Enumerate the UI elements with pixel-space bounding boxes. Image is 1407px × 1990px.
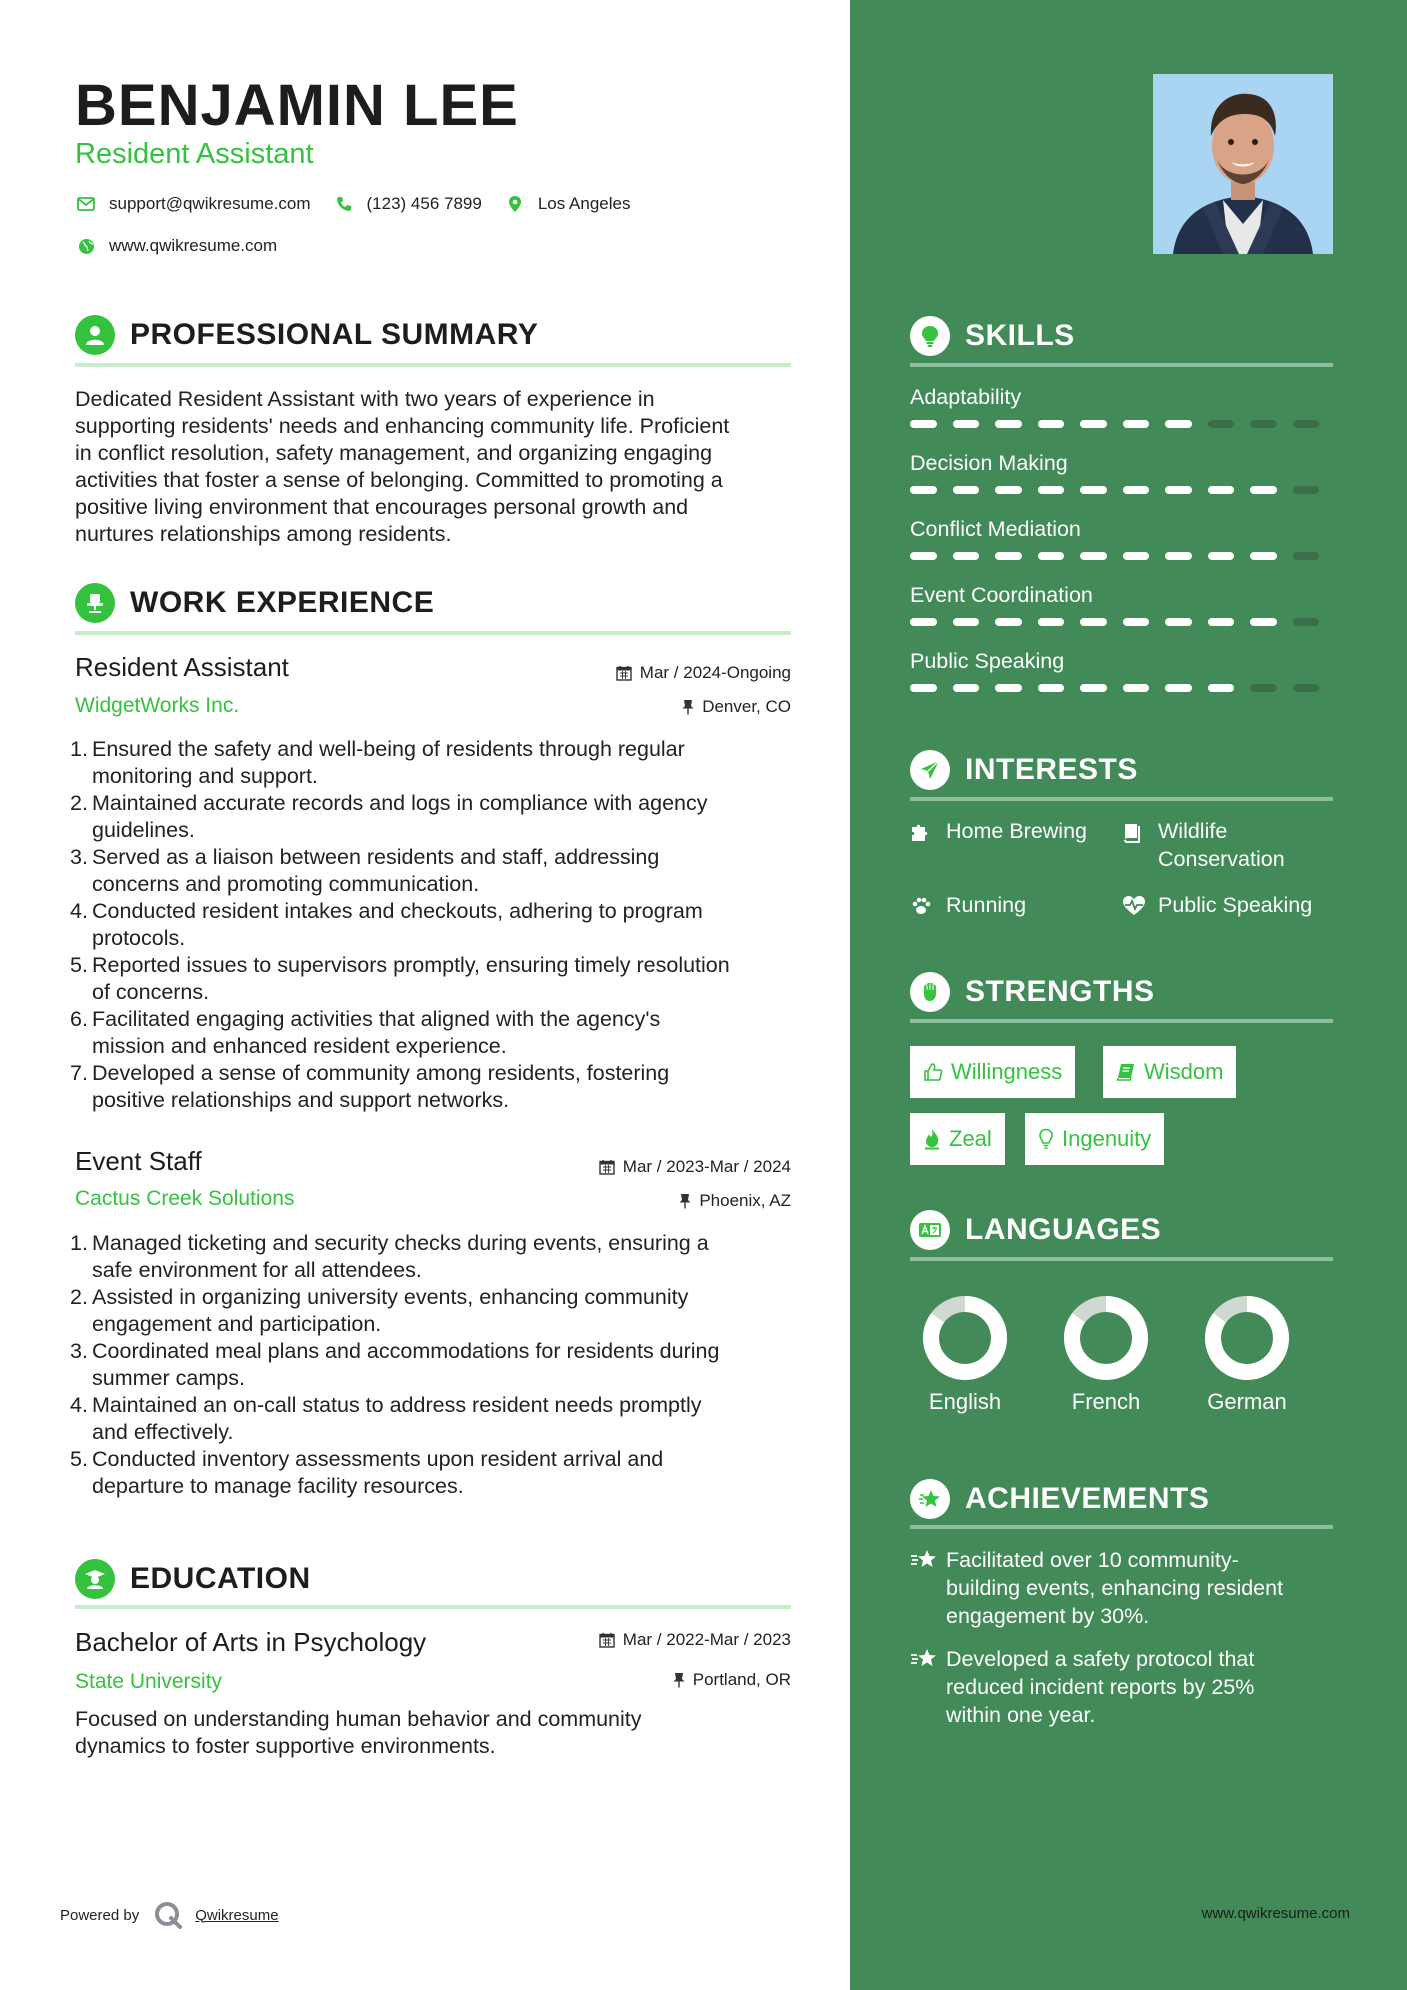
- skill-dash-filled: [1080, 684, 1107, 692]
- phone-text[interactable]: (123) 456 7899: [366, 194, 482, 213]
- book-icon: [1116, 1062, 1136, 1082]
- work-heading: [75, 583, 434, 623]
- qwikresume-logo-icon: [153, 1900, 183, 1930]
- skill-dash-filled: [1123, 684, 1150, 692]
- skill-dash-filled: [910, 618, 937, 626]
- skill-item: Conflict Mediation: [910, 517, 1335, 560]
- strengths-heading: [910, 972, 1155, 1012]
- strength-chip: Ingenuity: [1025, 1113, 1164, 1165]
- office-chair-icon: [75, 583, 115, 623]
- profile-photo: [1153, 74, 1333, 254]
- puzzle-icon: [910, 817, 936, 845]
- skill-dash-filled: [1038, 552, 1065, 560]
- interest-item: Wildlife Conservation: [1122, 817, 1285, 873]
- language-item: German: [1192, 1293, 1302, 1415]
- skill-dash-filled: [1038, 420, 1065, 428]
- flame-icon: [923, 1128, 941, 1150]
- skill-dash-filled: [995, 684, 1022, 692]
- skill-dash-filled: [1080, 486, 1107, 494]
- degree-title: Bachelor of Arts in Psychology: [75, 1627, 427, 1657]
- skill-dash-filled: [1080, 420, 1107, 428]
- education-description: Focused on understanding human behavior and community dynamics to foster supportive environments.: [75, 1707, 642, 1758]
- skill-dash-empty: [1293, 420, 1320, 428]
- section-divider: [910, 1257, 1333, 1261]
- skill-item: Public Speaking: [910, 649, 1335, 692]
- school-name: State University: [75, 1670, 223, 1693]
- list-item: 1. Ensured the safety and well-being of residents through regular monitoring and support.: [70, 737, 685, 788]
- summary-title: PROFESSIONAL SUMMARY: [130, 318, 539, 351]
- skill-level-bar: [910, 420, 1335, 428]
- skill-dash-filled: [1165, 552, 1192, 560]
- section-divider: [75, 1605, 791, 1609]
- achievements-heading: [910, 1479, 1209, 1519]
- pushpin-icon: [673, 1672, 685, 1688]
- skill-item: Decision Making: [910, 451, 1335, 494]
- skill-dash-empty: [1293, 618, 1320, 626]
- strength-chip: Zeal: [910, 1113, 1005, 1165]
- job-dates: Mar / 2024-Ongoing: [616, 663, 791, 683]
- skill-dash-filled: [910, 684, 937, 692]
- skill-dash-empty: [1293, 684, 1320, 692]
- footer-powered-by: Powered by Qwikresume: [60, 1900, 279, 1930]
- user-icon: [75, 315, 115, 355]
- list-item: 5. Conducted inventory assessments upon resident arrival and departure to manage facility resources.: [70, 1447, 664, 1498]
- education-heading: [75, 1559, 311, 1599]
- footer-website[interactable]: www.qwikresume.com: [1201, 1905, 1350, 1922]
- skill-item: Event Coordination: [910, 583, 1335, 626]
- skill-dash-filled: [910, 420, 937, 428]
- achievements-title: ACHIEVEMENTS: [965, 1482, 1210, 1515]
- website-text[interactable]: www.qwikresume.com: [109, 236, 278, 255]
- calendar-icon: [599, 1632, 615, 1648]
- skill-dash-filled: [995, 618, 1022, 626]
- skill-level-bar: [910, 618, 1335, 626]
- skill-dash-filled: [1038, 684, 1065, 692]
- calendar-icon: [599, 1159, 615, 1175]
- interests-title: INTERESTS: [965, 753, 1138, 786]
- candidate-role: Resident Assistant: [75, 138, 314, 170]
- interest-item: Home Brewing: [910, 817, 1087, 845]
- list-item: 3. Coordinated meal plans and accommodations for residents during summer camps.: [70, 1339, 720, 1390]
- section-divider: [75, 631, 791, 635]
- paw-icon: [910, 891, 936, 919]
- skill-dash-filled: [1208, 684, 1235, 692]
- interest-item: Public Speaking: [1122, 891, 1312, 919]
- education-dates: Mar / 2022-Mar / 2023: [599, 1630, 791, 1650]
- education-location: Portland, OR: [673, 1670, 791, 1690]
- lightbulb-icon: [1038, 1128, 1054, 1150]
- skill-dash-filled: [1208, 618, 1235, 626]
- envelope-icon: [75, 193, 97, 215]
- skill-dash-empty: [1250, 420, 1277, 428]
- skill-dash-filled: [1250, 486, 1277, 494]
- skill-dash-filled: [953, 552, 980, 560]
- list-item: 4. Conducted resident intakes and checkouts, adhering to program protocols.: [70, 899, 703, 950]
- fist-icon: [910, 972, 950, 1012]
- section-divider: [910, 1525, 1333, 1529]
- skill-dash-filled: [953, 618, 980, 626]
- skill-dash-filled: [1165, 420, 1192, 428]
- achievement-item: Facilitated over 10 community- building events, enhancing resident engagement by 30%.: [910, 1546, 1350, 1630]
- list-item: 2. Maintained accurate records and logs in compliance with agency guidelines.: [70, 791, 708, 842]
- skill-dash-empty: [1293, 552, 1320, 560]
- skill-dash-filled: [1080, 618, 1107, 626]
- pushpin-icon: [682, 699, 694, 715]
- skills-title: SKILLS: [965, 319, 1075, 352]
- language-item: English: [910, 1293, 1020, 1415]
- strength-chip: Wisdom: [1103, 1046, 1236, 1098]
- thumbs-up-icon: [923, 1062, 943, 1082]
- job-title: Event Staff: [75, 1146, 202, 1176]
- languages-title: LANGUAGES: [965, 1213, 1162, 1246]
- skill-dash-empty: [1293, 486, 1320, 494]
- list-item: 7. Developed a sense of community among residents, fostering positive relationships and support networks.: [70, 1061, 670, 1112]
- skills-heading: [910, 316, 1075, 356]
- language-icon: [910, 1210, 950, 1250]
- list-item: 5. Reported issues to supervisors promptly, ensuring timely resolution of concerns.: [70, 953, 730, 1004]
- section-divider: [910, 363, 1333, 367]
- job-title: Resident Assistant: [75, 652, 289, 682]
- education-title: EDUCATION: [130, 1562, 311, 1595]
- list-item: 6. Facilitated engaging activities that aligned with the agency's mission and enhanced resident experience.: [70, 1007, 661, 1058]
- lightbulb-icon: [910, 316, 950, 356]
- strength-chip: Willingness: [910, 1046, 1075, 1098]
- list-item: 3. Served as a liaison between residents and staff, addressing concerns and promoting communication.: [70, 845, 660, 896]
- graduate-icon: [75, 1559, 115, 1599]
- skill-level-bar: [910, 684, 1335, 692]
- summary-heading: [75, 315, 538, 355]
- interests-heading: [910, 750, 1138, 790]
- location-text: Los Angeles: [537, 194, 631, 213]
- job-dates: Mar / 2023-Mar / 2024: [599, 1157, 791, 1177]
- skill-dash-filled: [1165, 684, 1192, 692]
- language-proficiency-ring: [1061, 1293, 1151, 1383]
- brand-link[interactable]: Qwikresume: [195, 1906, 279, 1924]
- skill-dash-filled: [1250, 552, 1277, 560]
- skill-dash-filled: [995, 420, 1022, 428]
- email-text[interactable]: support@qwikresume.com: [109, 194, 311, 213]
- list-item: 4. Maintained an on-call status to address resident needs promptly and effectively.: [70, 1393, 702, 1444]
- achievement-item: Developed a safety protocol that reduced incident reports by 25% within one year.: [910, 1645, 1350, 1729]
- skill-dash-filled: [953, 486, 980, 494]
- work-title: WORK EXPERIENCE: [130, 586, 435, 619]
- paper-plane-icon: [910, 750, 950, 790]
- website-row: [75, 235, 299, 257]
- skill-dash-filled: [1123, 552, 1150, 560]
- heartbeat-icon: [1122, 891, 1148, 919]
- interest-item: Running: [910, 891, 1026, 919]
- star-medal-icon: [910, 1479, 950, 1519]
- skill-dash-filled: [995, 552, 1022, 560]
- skill-level-bar: [910, 552, 1335, 560]
- map-pin-icon: [504, 193, 526, 215]
- globe-icon: [75, 235, 97, 257]
- language-item: French: [1051, 1293, 1161, 1415]
- summary-text: Dedicated Resident Assistant with two years of experience in supporting residents' needs and enhancing community life. Proficient in conflict resolution, safety management, and organizing engaging activities that foster a sense of belonging. Committed to promoting a positive living environment that encourages personal growth and nurtures relationships among residents.: [75, 387, 730, 546]
- language-proficiency-ring: [1202, 1293, 1292, 1383]
- skill-dash-filled: [995, 486, 1022, 494]
- skill-level-bar: [910, 486, 1335, 494]
- job-responsibilities: [70, 736, 800, 1114]
- candidate-name: BENJAMIN LEE: [75, 73, 519, 138]
- skill-dash-filled: [1250, 618, 1277, 626]
- star-icon: [910, 1645, 946, 1729]
- languages-heading: [910, 1210, 1161, 1250]
- skill-dash-filled: [1123, 420, 1150, 428]
- job-responsibilities: [70, 1230, 800, 1500]
- skill-dash-filled: [1165, 618, 1192, 626]
- skill-dash-empty: [1208, 420, 1235, 428]
- skill-dash-filled: [1038, 618, 1065, 626]
- skill-dash-filled: [1208, 486, 1235, 494]
- section-divider: [910, 797, 1333, 801]
- skill-item: Adaptability: [910, 385, 1335, 428]
- skill-dash-filled: [910, 486, 937, 494]
- book-icon: [1122, 817, 1148, 873]
- job-company: WidgetWorks Inc.: [75, 694, 240, 717]
- language-proficiency-ring: [920, 1293, 1010, 1383]
- list-item: 1. Managed ticketing and security checks during events, ensuring a safe environment for all attendees.: [70, 1231, 709, 1282]
- skill-dash-filled: [1123, 618, 1150, 626]
- skill-dash-filled: [1038, 486, 1065, 494]
- list-item: 2. Assisted in organizing university events, enhancing community engagement and participation.: [70, 1285, 689, 1336]
- skill-dash-filled: [1165, 486, 1192, 494]
- phone-icon: [333, 193, 355, 215]
- job-location: Phoenix, AZ: [679, 1191, 791, 1211]
- skill-dash-filled: [910, 552, 937, 560]
- sidebar: [850, 0, 1407, 1990]
- job-location: Denver, CO: [682, 697, 791, 717]
- skill-dash-filled: [1080, 552, 1107, 560]
- strengths-title: STRENGTHS: [965, 975, 1155, 1008]
- job-company: Cactus Creek Solutions: [75, 1187, 295, 1210]
- skill-dash-filled: [1123, 486, 1150, 494]
- skill-dash-filled: [953, 420, 980, 428]
- skill-dash-filled: [953, 684, 980, 692]
- section-divider: [910, 1019, 1333, 1023]
- skill-dash-filled: [1208, 552, 1235, 560]
- star-icon: [910, 1546, 946, 1630]
- pushpin-icon: [679, 1193, 691, 1209]
- calendar-icon: [616, 665, 632, 681]
- section-divider: [75, 363, 791, 367]
- skill-dash-empty: [1250, 684, 1277, 692]
- contact-row: [75, 193, 652, 215]
